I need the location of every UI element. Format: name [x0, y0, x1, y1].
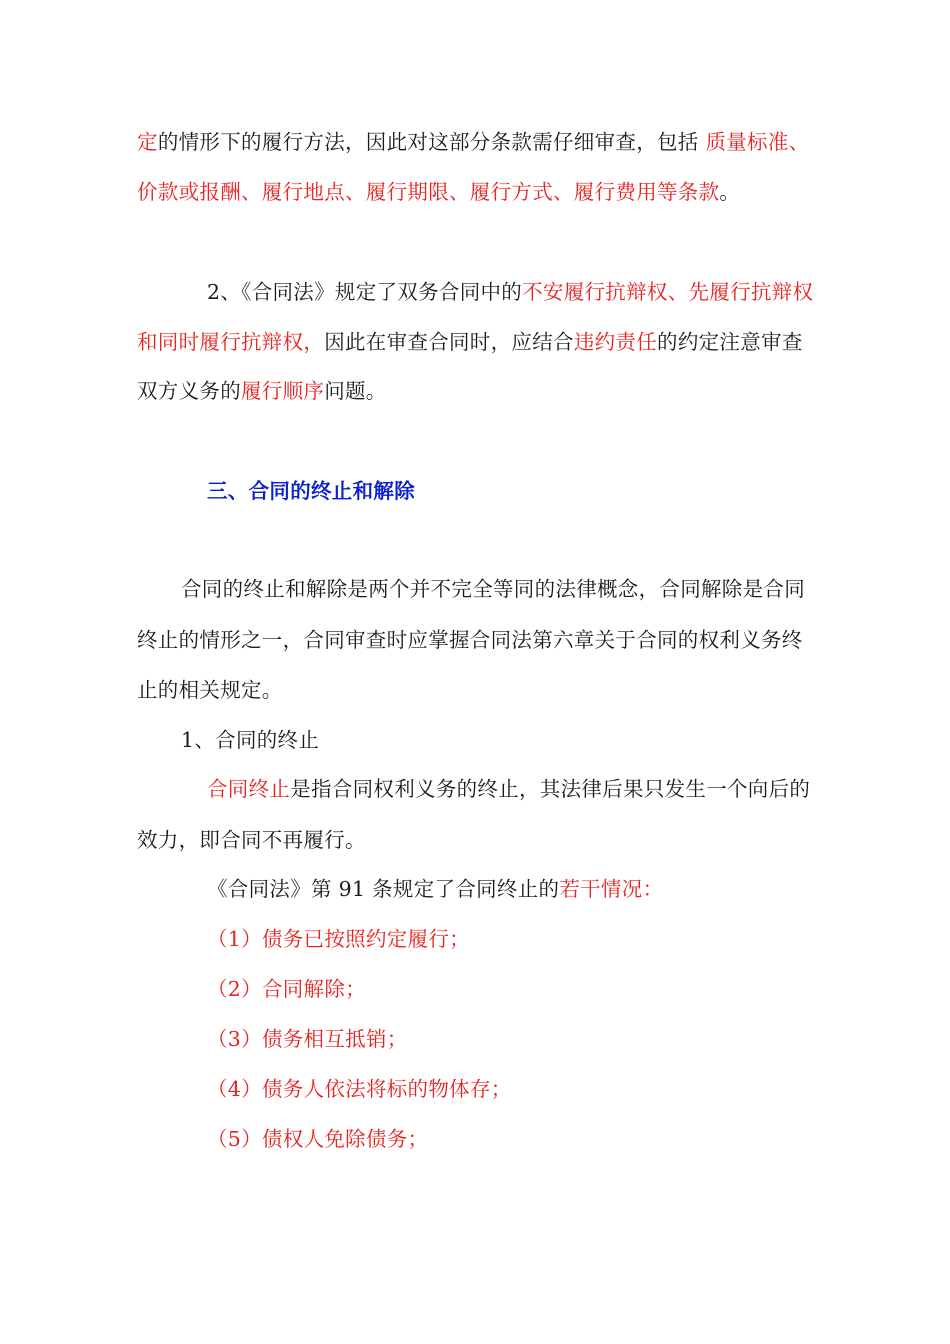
- emphasis-text: 合同终止: [207, 777, 291, 801]
- section-heading: 三、合同的终止和解除: [207, 479, 415, 503]
- para4-line2: 效力，即合同不再履行。: [137, 828, 366, 852]
- para5-line1: [207, 874, 861, 904]
- body-text: 因此在审查合同时，应结合: [324, 330, 574, 354]
- body-text: 双方义务的: [137, 379, 241, 403]
- emphasis-text: 不安履行抗辩权、先履行抗辩权: [522, 280, 814, 304]
- emphasis-text: 若干情况：: [559, 877, 664, 901]
- emphasis-text: 价款或报酬、履行地点、履行期限、履行方式、履行费用等条款: [137, 180, 720, 204]
- para3-line2: 终止的情形之一，合同审查时应掌握合同法第六章关于合同的权利义务终: [137, 628, 803, 652]
- list-item: （3）债务相互抵销；: [207, 1027, 408, 1051]
- para1-line1: [137, 127, 861, 157]
- subheading: 1、合同的终止: [181, 728, 320, 752]
- emphasis-text: 定: [137, 130, 158, 154]
- list-item: （5）债权人免除债务；: [207, 1127, 429, 1151]
- para3-line1: 合同的终止和解除是两个并不完全等同的法律概念，合同解除是合同: [181, 577, 805, 601]
- para1-line2: [137, 177, 861, 207]
- para4-line1: [207, 774, 861, 804]
- para2-line1: [207, 277, 861, 307]
- list-item: （2）合同解除；: [207, 977, 366, 1001]
- para2-line3: [137, 376, 861, 406]
- emphasis-text: 质量标准、: [705, 130, 810, 154]
- body-text: 问题。: [324, 379, 387, 403]
- emphasis-text: 履行顺序: [241, 379, 325, 403]
- body-text: 《合同法》第 91 条规定了合同终止的: [207, 877, 560, 901]
- list-item: （4）债务人依法将标的物体存；: [207, 1077, 512, 1101]
- para2-line2: [137, 327, 861, 357]
- para3-line3: 止的相关规定。: [137, 678, 283, 702]
- body-text: 2、《合同法》规定了双务合同中的: [207, 280, 523, 304]
- body-text: 是指合同权利义务的终止，其法律后果只发生一个向后的: [290, 777, 811, 801]
- emphasis-text: 违约责任: [573, 330, 658, 354]
- list-item: （1）债务已按照约定履行；: [207, 927, 470, 951]
- body-text: 。: [719, 180, 741, 204]
- body-text: 的情形下的履行方法，因此对这部分条款需仔细审查，包括: [157, 130, 706, 154]
- emphasis-text: 和同时履行抗辩权，: [137, 330, 325, 354]
- body-text: 的约定注意审查: [657, 330, 803, 354]
